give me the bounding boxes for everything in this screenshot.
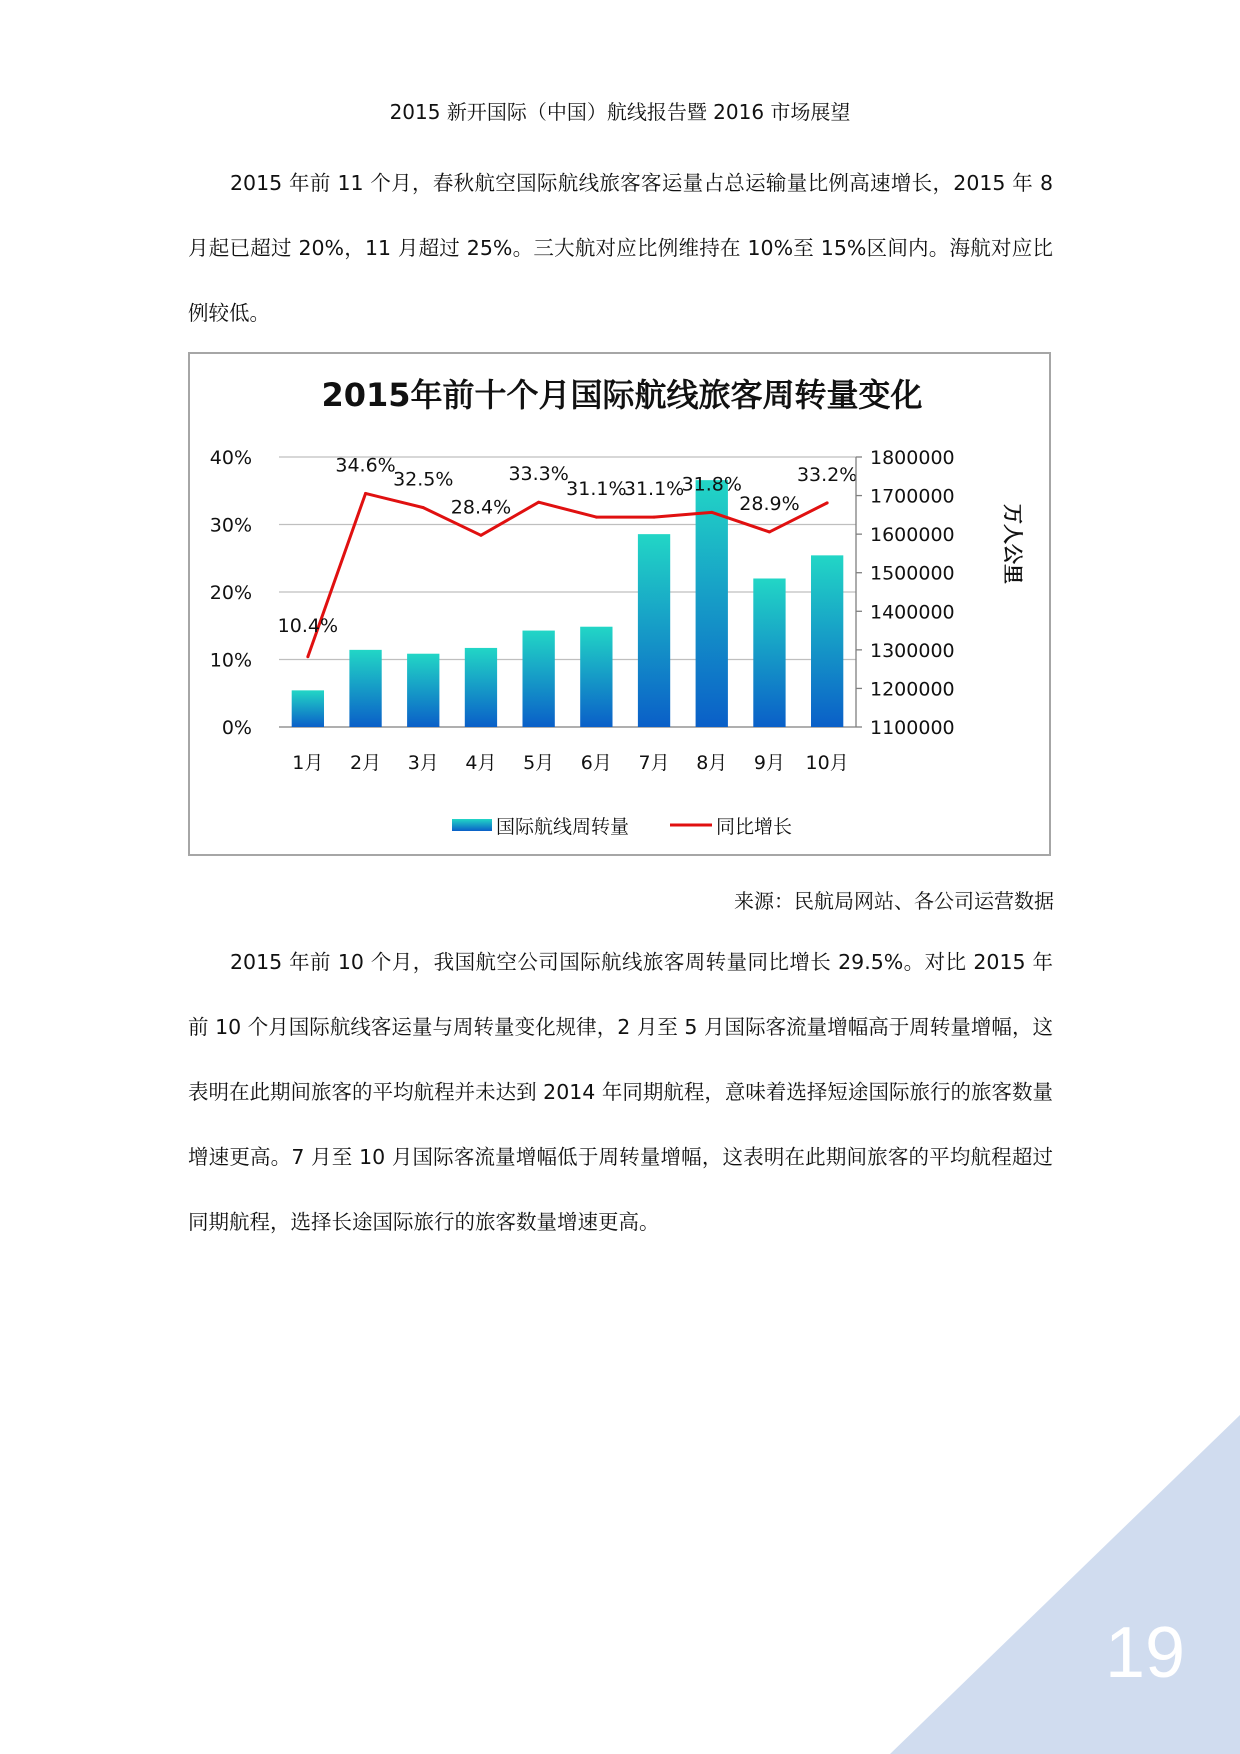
growth-data-label: 28.4% bbox=[450, 496, 512, 519]
bar-3 bbox=[407, 654, 439, 727]
bar-4 bbox=[465, 648, 497, 727]
bar-5 bbox=[522, 631, 554, 727]
left-tick-label: 40% bbox=[209, 447, 252, 469]
x-tick-label: 1月 bbox=[292, 752, 324, 774]
x-tick-label: 8月 bbox=[696, 752, 728, 774]
growth-data-label: 28.9% bbox=[739, 492, 800, 515]
chart-container bbox=[188, 352, 1051, 856]
x-tick-label: 6月 bbox=[580, 752, 612, 774]
growth-point bbox=[710, 511, 713, 514]
page-header: 2015 新开国际（中国）航线报告暨 2016 市场展望 bbox=[389, 100, 851, 124]
x-tick-label: 7月 bbox=[638, 752, 670, 774]
growth-point bbox=[364, 492, 367, 495]
growth-data-label: 31.1% bbox=[566, 478, 627, 501]
bar-9 bbox=[753, 579, 785, 728]
right-axis-title: 万人公里 bbox=[1001, 504, 1025, 584]
right-tick-label: 1600000 bbox=[870, 524, 955, 547]
bar-6 bbox=[580, 627, 612, 727]
passenger-turnover-chart bbox=[190, 354, 1053, 858]
growth-data-label: 10.4% bbox=[277, 614, 339, 637]
legend-line-label: 同比增长 bbox=[716, 816, 793, 838]
bar-2 bbox=[349, 650, 381, 727]
x-tick-label: 2月 bbox=[350, 752, 382, 774]
bar-7 bbox=[638, 534, 670, 727]
growth-point bbox=[479, 534, 482, 537]
legend-bar-swatch bbox=[452, 819, 492, 831]
corner-decoration bbox=[890, 1415, 1240, 1754]
growth-point bbox=[826, 501, 829, 504]
growth-point bbox=[306, 655, 309, 658]
chart-title: 2015年前十个月国际航线旅客周转量变化 bbox=[321, 376, 923, 414]
paragraph-analysis: 2015 年前 10 个月，我国航空公司国际航线旅客周转量同比增长 29.5%。对比 2015 年前 10 个月国际航线客运量与周转量变化规律，2 月至 5 月国际客流量增幅高于周转量增幅，这表明在此期间旅客的平均航程并未达到 2014 年同期航程，意味着选择短途国际旅行的旅客数量增速更高。7 月至 10 月国际客流量增幅低于周转量增幅，这表明在此期间旅客的平均航程超过同期航程，选择长途国际旅行的旅客数量增速更高。 bbox=[188, 950, 1053, 1234]
legend-bar-label: 国际航线周转量 bbox=[496, 816, 630, 838]
left-tick-label: 0% bbox=[221, 717, 252, 739]
growth-data-label: 31.1% bbox=[623, 478, 685, 501]
bar-10 bbox=[811, 555, 843, 727]
page-number: 19 bbox=[1105, 1613, 1186, 1693]
x-tick-label: 9月 bbox=[753, 752, 785, 774]
right-tick-label: 1400000 bbox=[870, 601, 955, 624]
x-tick-label: 10月 bbox=[805, 752, 849, 774]
bar-1 bbox=[292, 690, 324, 727]
left-tick-label: 30% bbox=[209, 514, 252, 537]
right-tick-label: 1100000 bbox=[870, 717, 955, 739]
source-note: 来源：民航局网站、各公司运营数据 bbox=[734, 889, 1054, 913]
right-tick-label: 1500000 bbox=[870, 562, 955, 585]
right-tick-label: 1200000 bbox=[870, 678, 955, 701]
x-tick-label: 5月 bbox=[523, 752, 555, 774]
growth-line bbox=[308, 493, 827, 656]
x-tick-label: 3月 bbox=[407, 752, 439, 774]
left-tick-label: 10% bbox=[209, 649, 252, 672]
right-tick-label: 1800000 bbox=[870, 447, 955, 469]
x-tick-label: 4月 bbox=[465, 752, 497, 774]
growth-point bbox=[422, 506, 425, 509]
growth-data-label: 34.6% bbox=[335, 454, 396, 477]
growth-point bbox=[595, 516, 598, 519]
right-tick-label: 1700000 bbox=[870, 485, 955, 508]
growth-data-label: 31.8% bbox=[681, 473, 742, 496]
growth-data-label: 33.3% bbox=[508, 463, 569, 486]
right-tick-label: 1300000 bbox=[870, 639, 955, 662]
growth-data-label: 33.2% bbox=[796, 463, 858, 486]
left-tick-label: 20% bbox=[209, 582, 252, 604]
growth-point bbox=[537, 501, 540, 504]
growth-point bbox=[653, 516, 656, 519]
growth-point bbox=[768, 530, 771, 533]
growth-data-label: 32.5% bbox=[393, 468, 454, 491]
paragraph-intro: 2015 年前 11 个月，春秋航空国际航线旅客客运量占总运输量比例高速增长，2015 年 8 月起已超过 20%，11 月超过 25%。三大航对应比例维持在 10%至 15%区间内。海航对应比例较低。 bbox=[188, 171, 1053, 325]
